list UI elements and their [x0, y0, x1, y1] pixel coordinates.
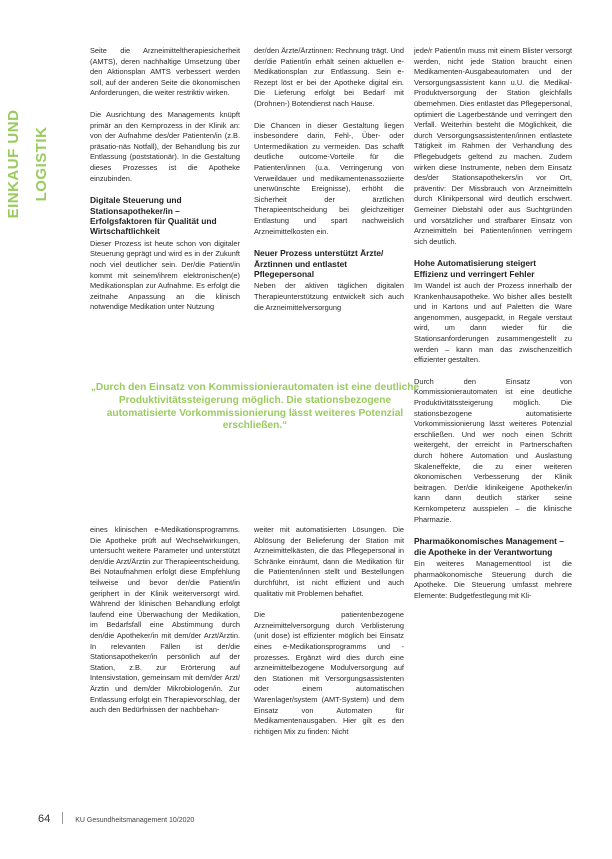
paragraph: Die Ausrichtung des Managements knüpft primär an den Kernprozess in der Klinik an: von der Aufnahme des/der Patienten/in (z.B. präsatio-näs Notfall), der Behandlung bis zur Entlassung (poststationär). In die Gestaltung dieses Prozesses ist die Apotheke einzubinden.: [90, 109, 240, 183]
page-footer: [38, 812, 194, 825]
publication-name: KU Gesundheitsmanagement 10/2020: [75, 817, 195, 824]
paragraph: eines klinischen e-Medikationsprogramms. Die Apotheke prüft auf Wechselwirkungen, untersucht weitere Parameter und unterstützt den/die Arzt/Ärztin zur Therapieentscheidung. Bei Notaufnahmen erfolgt diese Empfehlung teilweise und bevor der/die Patient/in geriphert in der Klinik weiterversorgt wird. Während der klinischen Behandlung erfolgt laufend eine Überwachung der Medikation, im Bedarfsfall eine Abstimmung durch den/die Apotheker/in mit dem/der Arzt/Ärztin. In relevanten Fällen ist der/die Stationsapotheker/in persönlich auf der Station, z.B. zur Erörterung auf Intensivstation, gemeinsam mit dem/der Arzt/Ärztin und dem/der Mikrobiologen/in. Zur Entlassung erfolgt ein Therapievorschlag, der auch den Bedürfnissen der nachbehan-: [90, 525, 240, 715]
subheading: Pharmaökonomisches Management – die Apotheke in der Verantwortung: [414, 536, 564, 557]
column-2-top: [254, 46, 404, 324]
paragraph: Durch den Einsatz von Kommissionierautomaten ist eine deutliche Produktivitätssteigerung möglich. Die stationsbezogene automatisierte Vorkommissionierung lässt weiteres Potenzial erschließen. Und wer noch einen Schritt weitergeht, der erreicht in Partnerschaften durch höhere Automation und Auslastung Skaleneffekte, die zu einer weiteren ökonomischen Verbesserung der Klinik beitragen. Der/die klinikeigene Apotheker/in kann dann deutlich stärker seine Kernkompetenz ausspielen – die klinische Pharmazie.: [414, 376, 572, 524]
paragraph: der/den Ärzte/Ärztinnen: Rechnung trägt. Und der/die Patient/in erhält seinen aktuellen e-Medikationsplan zur Entlassung. Sein e-Rezept löst er bei der Apotheke digital ein. Die Lieferung erfolgt bei Bedarf mit (Drohnen-) Botendienst nach Hause.: [254, 46, 404, 108]
column-3: [414, 46, 572, 612]
section-label: EINKAUF UND LOGISTIK: [5, 109, 50, 219]
column-1-bottom: [90, 525, 240, 727]
subheading: Neuer Prozess unterstützt Ärzte/Ärztinnen und entlastet Pflegepersonal: [254, 248, 384, 279]
column-1-top: [90, 46, 240, 324]
paragraph: Dieser Prozess ist heute schon von digitaler Steuerung geprägt und wird es in der Zukunft noch viel deutlicher sein. Der/die Patient/in kommt mit seinem/ihrem elektronischen(e) Medikationsplan zur Aufnahme. Es erfolgt die zeitnahe Anpassung an die klinisch notwendige Medikation unter Nutzung: [90, 238, 240, 312]
subheading: Hohe Automatisierung steigert Effizienz und verringert Fehler: [414, 258, 537, 279]
paragraph: Ein weiteres Managementtool ist die pharmaökonomische Steuerung durch die Apotheke. Die Steuerung umfasst mehrere Elemente: Budgetfestlegung mit Kli-: [414, 558, 572, 600]
paragraph: Die patientenbezogene Arzneimittelversorgung durch Verblisterung (unit dose) ist effizienter möglich bei Einsatz eines e-Medikationsprogramms und -prozesses. Ergänzt wird dies durch eine arzneimittelbezogene Modulversorgung auf den Stationen mit Versorgungsassistenten oder einem automatischen Warenlager/system (AMT-System) und dem Einsatz von Automaten für Medikamentenausgaben. Hier gilt es den richtigen Mix zu finden: Nicht: [254, 610, 404, 736]
page-number: 64: [38, 813, 51, 825]
paragraph: Neben der aktiven täglichen digitalen Therapieunterstützung entwickelt sich auch die Arzneimittelversorgung: [254, 281, 404, 312]
footer-divider: [62, 812, 63, 824]
column-2-bottom: [254, 525, 404, 748]
paragraph: weiter mit automatisierten Lösungen. Die Ablösung der Belieferung der Station mit Arzneimittelkästen, die das Pflegepersonal in Schränke einräumt, dann die Medikation für die Patienten/innen stellt und Bestellungen durchführt, ist nicht effizient und auch qualitativ mit Problemen behaftet.: [254, 525, 404, 598]
paragraph: jede/r Patient/in muss mit einem Blister versorgt werden, nicht jede Station braucht einen Medikamenten-Ausgabeautomaten und der Versorgungsassistent kann u.U. die Medikal-Produktversorgung der Station gleichfalls übernehmen. Dies entlastet das Pflegepersonal, optimiert die Lagerbestände und verringert den Verfall. Weiterhin besteht die Möglichkeit, die durch Versorgungsassistenten/innen entlastete Tätigkeit im Rahmen der Verhandlung des Pflegebudgets geltend zu machen. Zudem wirken diese Instrumente, neben dem Einsatz des/der Stationsapothekers/in vor Ort, präventiv: Der Missbrauch von Arzneimitteln durch Klinikpersonal wird deutlich erschwert. Gemeiner Diebstahl oder aus Suchtgründen und vorsätzlicher und strafbarer Einsatz von Arzneimitteln bei Patienten/innen verringern sich deutlich.: [414, 46, 572, 246]
pull-quote: „Durch den Einsatz von Kommissionierautomaten ist eine deutliche Produktivitätssteigerung möglich. Die stationsbezogene automatisierte Vorkommissionierung lässt weiteres Potenzial erschließen.“: [90, 382, 420, 432]
paragraph: Die Chancen in dieser Gestaltung liegen insbesondere darin, Fehl-, Über- oder Untermedikation zu vermeiden. Das schafft deutliche outcome-Vorteile für die Patienten/innen (u.a. Verringerung von Verweildauer und medikamentenassoziierte unerwünschte Ereignisse), erhöht die Sicherheit der ärztlichen Therapieentscheidung bei gleichzeitiger Entlastung und spart nachweislich Arzneimittelkosten ein.: [254, 120, 404, 236]
paragraph: Seite die Arzneimitteltherapiesicherheit (AMTS), deren nachhaltige Umsetzung über den Aktionsplan AMTS verbessert werden soll, auf der anderen Seite die ökonomischen Anforderungen, die weiter restriktiv wirken.: [90, 46, 240, 98]
paragraph: Im Wandel ist auch der Prozess innerhalb der Krankenhausapotheke. Wo bisher alles bestellt und in Kartons und auf Paletten die Ware angenommen, ausgepackt, in Regale verstaut wird, um dann wieder für die Stationsanforderungen zusammengestellt zu werden – kann man das zwischenzeitlich effizienter gestalten.: [414, 281, 572, 365]
subheading: Digitale Steuerung und Stationsapotheker/in – Erfolgsfaktoren für Qualität und Wirtschaftlichkeit: [90, 195, 217, 237]
